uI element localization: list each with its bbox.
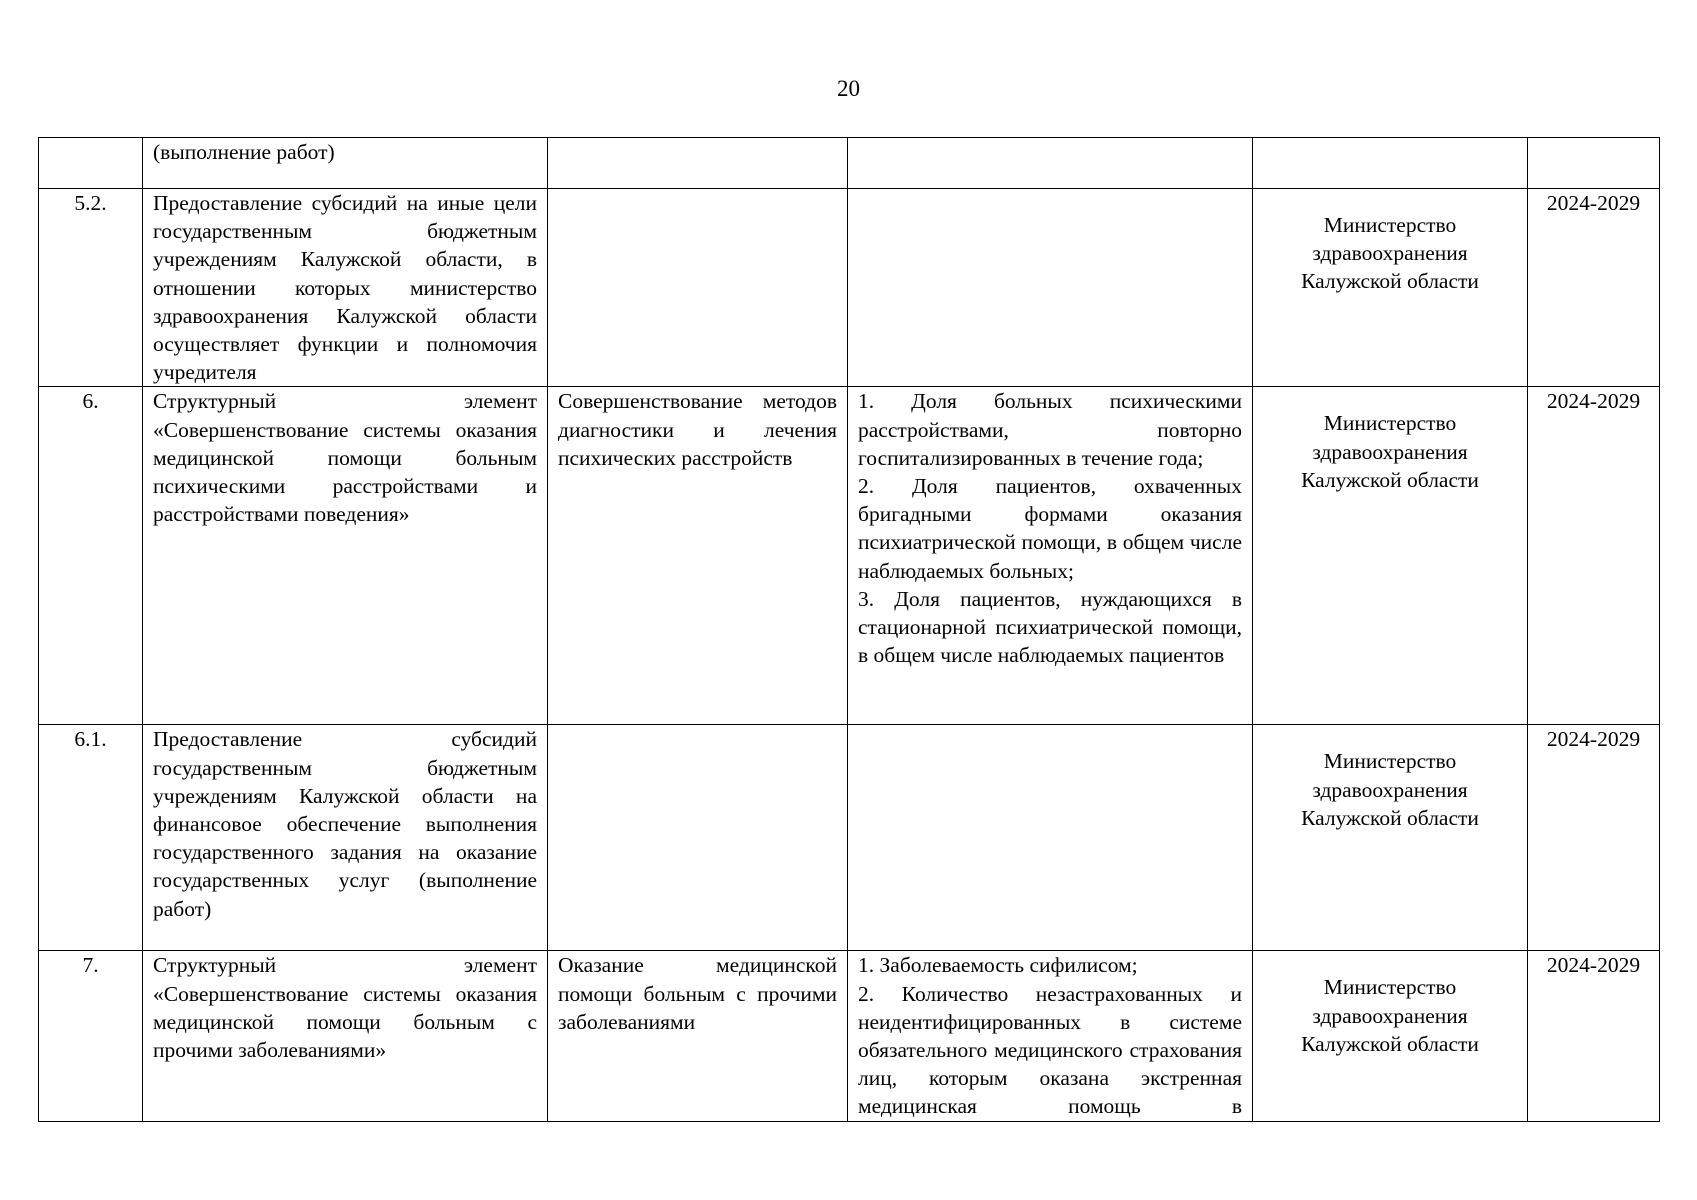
measure-indicators: [848, 387, 1253, 725]
row-number: [39, 138, 143, 189]
measure-period: 2024-2029: [1528, 387, 1660, 725]
measure-indicators: [848, 951, 1253, 1122]
measure-task: Совершенствование методов диагностики и лечения психических расстройств: [548, 387, 848, 725]
row-number: 6.1.: [39, 725, 143, 951]
measure-task: [548, 725, 848, 951]
measure-task: [548, 189, 848, 387]
indicator-item: 2. Доля пациентов, охваченных бригадными формами оказания психиатрической помощи, в общем числе наблюдаемых больных;: [858, 474, 1242, 583]
measures-table: [38, 137, 1660, 1122]
measure-indicators: [848, 189, 1253, 387]
table-row: [39, 189, 1660, 387]
measure-executor: [1253, 138, 1528, 189]
measure-name: (выполнение работ): [143, 138, 548, 189]
measure-period: 2024-2029: [1528, 725, 1660, 951]
measure-task: Оказание медицинской помощи больным с прочими заболеваниями: [548, 951, 848, 1122]
measure-period: [1528, 138, 1660, 189]
table-row: [39, 951, 1660, 1122]
measure-name: Предоставление субсидий государственным бюджетным учреждениям Калужской области на финансовое обеспечение выполнения государственного задания на оказание государственных услуг (выполнение работ): [143, 725, 548, 951]
measure-task: [548, 138, 848, 189]
measure-executor: Министерство здравоохранения Калужской области: [1253, 189, 1528, 387]
row-number: 6.: [39, 387, 143, 725]
indicator-item: 2. Количество незастрахованных и неидентифицированных в системе обязательного медицинского страхования лиц, которым оказана экстренная медицинская помощь в: [858, 981, 1242, 1119]
measure-indicators: [848, 138, 1253, 189]
measure-name: Предоставление субсидий на иные цели государственным бюджетным учреждениям Калужской области, в отношении которых министерство здравоохранения Калужской области осуществляет функции и полномочия учредителя: [143, 189, 548, 387]
table-row: [39, 138, 1660, 189]
page-number: 20: [837, 76, 860, 101]
indicator-item: 3. Доля пациентов, нуждающихся в стационарной психиатрической помощи, в общем числе наблюдаемых пациентов: [858, 586, 1242, 668]
measure-period: 2024-2029: [1528, 951, 1660, 1122]
table-row: [39, 387, 1660, 725]
measure-executor: Министерство здравоохранения Калужской области: [1253, 725, 1528, 951]
measure-name: Структурный элемент «Совершенствование системы оказания медицинской помощи больным психическими расстройствами и расстройствами поведения»: [143, 387, 548, 725]
table-row: [39, 725, 1660, 951]
measure-name: Структурный элемент «Совершенствование системы оказания медицинской помощи больным с прочими заболеваниями»: [143, 951, 548, 1122]
measure-executor: Министерство здравоохранения Калужской области: [1253, 951, 1528, 1122]
row-number: 5.2.: [39, 189, 143, 387]
measure-period: 2024-2029: [1528, 189, 1660, 387]
measure-indicators: [848, 725, 1253, 951]
row-number: 7.: [39, 951, 143, 1122]
indicator-item: 1. Доля больных психическими расстройствами, повторно госпитализированных в течение года;: [858, 389, 1242, 470]
indicator-item: 1. Заболеваемость сифилисом;: [858, 953, 1138, 978]
measure-executor: Министерство здравоохранения Калужской области: [1253, 387, 1528, 725]
